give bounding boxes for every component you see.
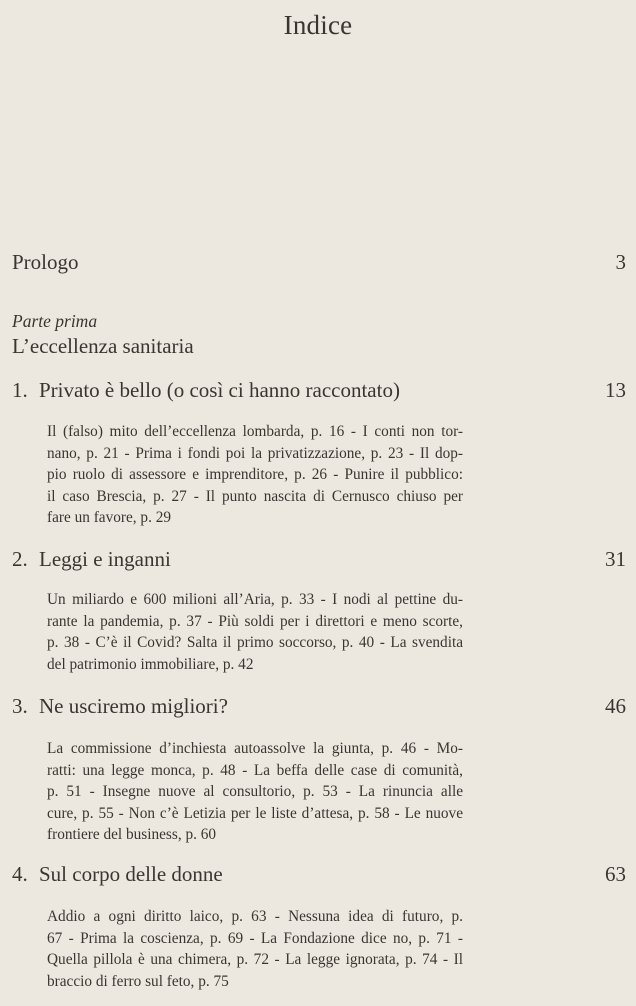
summary-line: p. 38 - C’è il Covid? Salta il primo soccorso, p. 40 - La svendita [47, 634, 463, 652]
summary-line: rante la pandemia, p. 37 - Più soldi per i direttori e meno scorte, [47, 612, 463, 630]
summary-line: Un miliardo e 600 milioni all’Aria, p. 33 - I nodi al pettine du- [47, 591, 463, 608]
entry-title: Prologo [12, 250, 79, 274]
summary-line: Addio a ogni diritto laico, p. 63 - Nessuna idea di futuro, p. [47, 908, 463, 925]
chapter-summary-1 [47, 421, 463, 529]
summary-line: del patrimonio immobiliare, p. 42 [47, 655, 254, 673]
page-title: Indice [283, 10, 353, 40]
chapter-number: 2. [12, 547, 28, 571]
chapter-summary-3 [47, 738, 463, 846]
chapter-summary-4 [47, 906, 463, 992]
chapter-page-number: 13 [605, 378, 626, 402]
chapter-title: Privato è bello (o così ci hanno raccontato) [39, 378, 400, 402]
chapter-page-number: 31 [605, 547, 626, 571]
summary-line: pio ruolo di assessore e imprenditore, p. 26 - Punire il pubblico: [47, 466, 463, 484]
summary-line: 67 - Prima la coscienza, p. 69 - La Fondazione dice no, p. 71 - [47, 929, 463, 947]
summary-line: braccio di ferro sul feto, p. 75 [47, 972, 229, 990]
chapter-number: 1. [12, 378, 28, 402]
summary-line: frontiere del business, p. 60 [47, 826, 217, 844]
chapter-title: Sul corpo delle donne [39, 862, 223, 886]
entry-page-number: 3 [615, 250, 626, 274]
summary-line: La commissione d’inchiesta autoassolve la giunta, p. 46 - Mo- [47, 740, 463, 757]
chapter-title: Leggi e inganni [39, 547, 171, 571]
chapter-page-number: 63 [605, 862, 626, 886]
summary-line: cure, p. 55 - Non c’è Letizia per le liste d’attesa, p. 58 - Le nuove [47, 804, 463, 822]
chapter-page-number: 46 [605, 694, 626, 718]
chapter-summary-2 [47, 589, 463, 675]
summary-line: nano, p. 21 - Prima i fondi poi la privatizzazione, p. 23 - Il dop- [47, 444, 463, 462]
summary-line: il caso Brescia, p. 27 - Il punto nascita di Cernusco chiuso per [47, 487, 463, 505]
summary-line: Quella pillola è una chimera, p. 72 - La legge ignorata, p. 74 - Il [47, 951, 463, 969]
part-label: Parte prima [12, 311, 98, 331]
chapter-title: Ne usciremo migliori? [39, 694, 228, 718]
summary-line: ratti: una legge monca, p. 48 - La beffa delle case di comunità, [47, 761, 463, 779]
chapter-number: 4. [12, 862, 28, 886]
summary-line: Il (falso) mito dell’eccellenza lombarda, p. 16 - I conti non tor- [47, 423, 463, 440]
summary-line: fare un favore, p. 29 [47, 509, 172, 527]
summary-line: p. 51 - Insegne nuove al consultorio, p. 53 - La rinuncia alle [47, 783, 463, 801]
chapter-number: 3. [12, 694, 28, 718]
part-title: L’eccellenza sanitaria [12, 334, 194, 358]
